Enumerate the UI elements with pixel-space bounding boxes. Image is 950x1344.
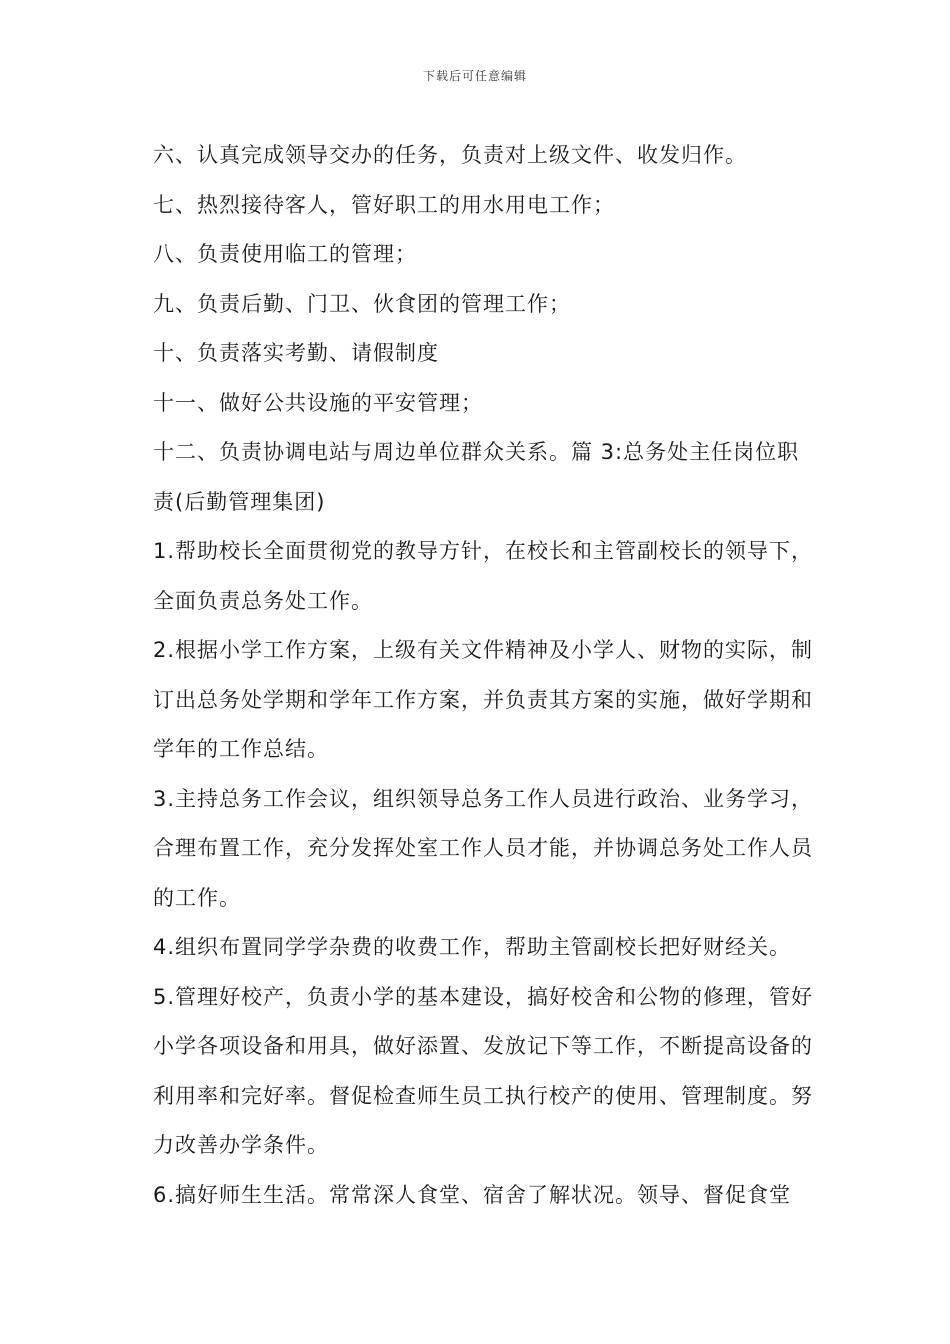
document-body: [145, 131, 815, 1220]
paragraph-item-8: 八、负责使用临工的管理；: [153, 242, 417, 266]
paragraph-duty-4: 4.组织布置同学学杂费的收费工作，帮助主管副校长把好财经关。: [153, 935, 792, 959]
paragraph-duty-1: 1.帮助校长全面贯彻党的教导方针，在校长和主管副校长的领导下，全面负责总务处工作。: [153, 539, 814, 613]
paragraph-duty-2: 2.根据小学工作方案，上级有关文件精神及小学人、财物的实际，制订出总务处学期和学年工作方案，并负责其方案的实施，做好学期和学年的工作总结。: [153, 638, 814, 761]
paragraph-item-9: 九、负责后勤、门卫、伙食团的管理工作；: [153, 291, 571, 316]
paragraph-item-6: 六、认真完成领导交办的任务，负责对上级文件、收发归作。: [153, 143, 747, 167]
paragraph-item-7: 七、热烈接待客人，管好职工的用水用电工作；: [153, 192, 615, 217]
paragraph-duty-5: 5.管理好校产，负责小学的基本建设，搞好校舍和公物的修理，管好小学各项设备和用具，做好添置、发放记下等工作，不断提高设备的利用率和完好率。督促检查师生员工执行校产的使用、管理制度。努力改善办学条件。: [153, 984, 814, 1157]
paragraph-duty-6: 6.搞好师生生活。常常深人食堂、宿舍了解状况。领导、督促食堂: [153, 1182, 792, 1207]
paragraph-item-11: 十一、做好公共设施的平安管理；: [153, 390, 483, 415]
paragraph-item-12: 十二、负责协调电站与周边单位群众关系。篇 3:总务处主任岗位职责(后勤管理集团): [153, 440, 800, 514]
header-note: 下载后可任意编辑: [422, 69, 527, 83]
paragraph-duty-3: 3.主持总务工作会议，组织领导总务工作人员进行政治、业务学习，合理布置工作，充分发挥处室工作人员才能，并协调总务处工作人员的工作。: [153, 786, 814, 910]
paragraph-item-10: 十、负责落实考勤、请假制度: [153, 341, 439, 365]
